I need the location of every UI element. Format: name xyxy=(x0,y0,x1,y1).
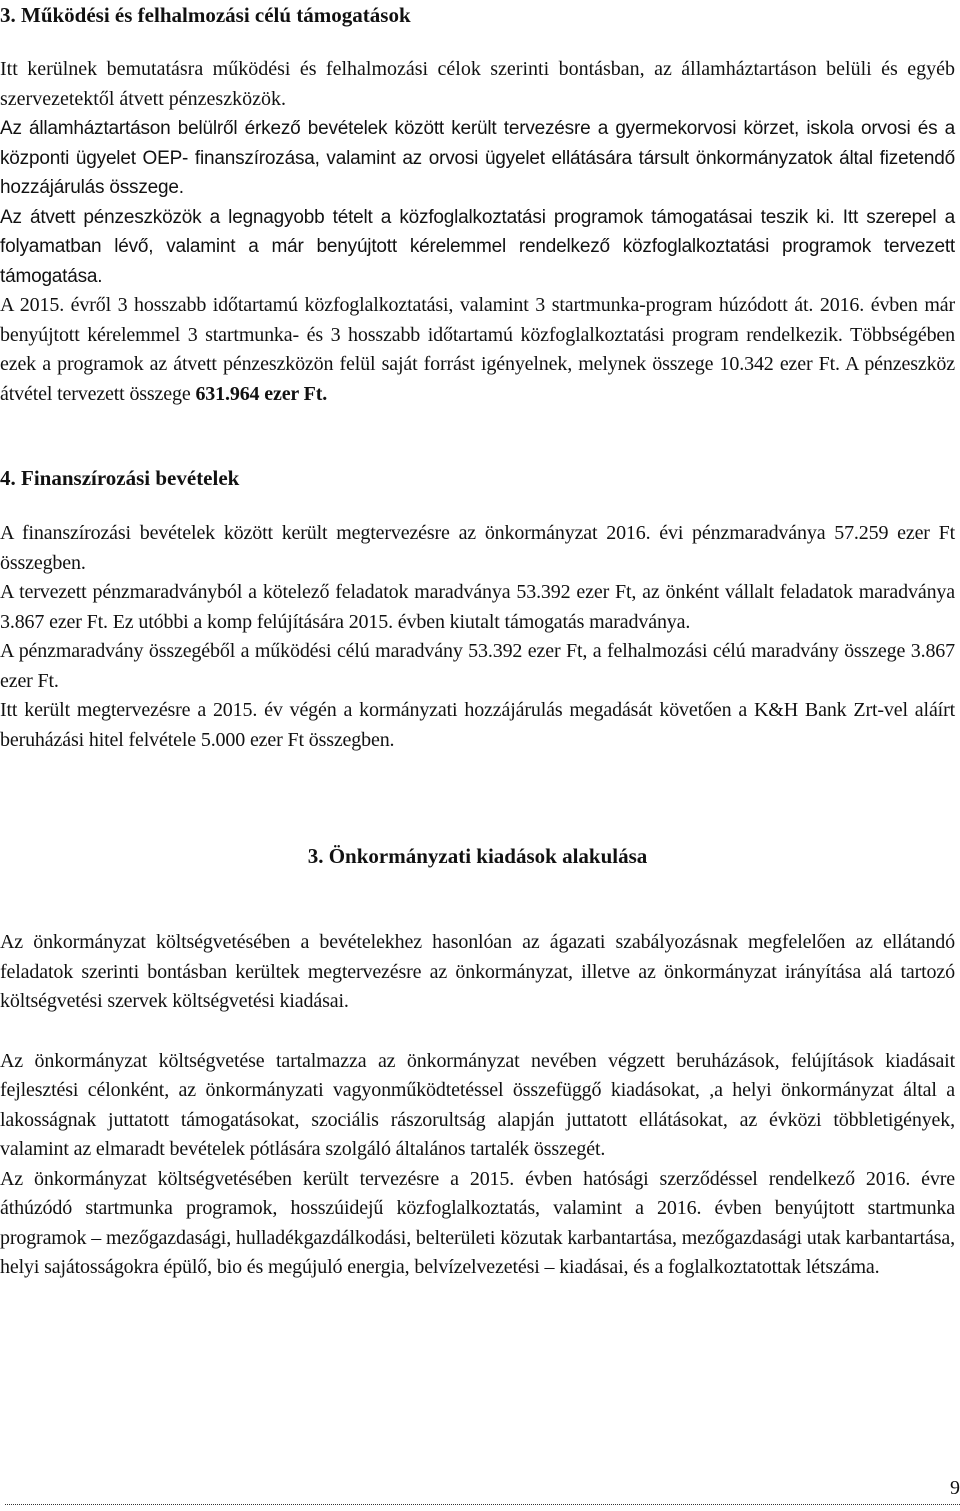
paragraph-state-revenues: Az államháztartáson belülről érkező bevételek között került tervezésre a gyermekorvosi körzet, iskola orvosi és a központi ügyelet OEP- finanszírozása, valamint az orvosi ügyelet ellátására társult önkormányzatok által fizetendő hozzájárulás összege. xyxy=(0,118,955,198)
heading-section-4: 4. Finanszírozási bevételek xyxy=(0,466,240,490)
programs-total: 631.964 ezer Ft. xyxy=(195,382,328,405)
page-number: 9 xyxy=(5,1476,960,1505)
paragraph-residual: A tervezett pénzmaradványból a kötelező feladatok maradványa 53.392 ezer Ft, az önként vállalt feladatok maradványa 3.867 ezer Ft. Ez utóbbi a komp felújítására 2015. évben kiutalt támogatás maradványa. xyxy=(0,581,955,633)
section-3a xyxy=(0,0,955,30)
paragraph-intro: Itt kerülnek bemutatásra működési és felhalmozási célok szerinti bontásban, az államháztartáson belüli és egyéb szervezetektől átvett pénzeszközök. xyxy=(0,58,955,110)
section-3b-body xyxy=(0,928,955,1283)
paragraph-programs xyxy=(0,291,955,409)
paragraph-loan: Itt került megtervezésre a 2015. év végén a kormányzati hozzájárulás megadását követően a K&H Bank Zrt-vel aláírt beruházási hitel felvétele 5.000 ezer Ft összegben. xyxy=(0,699,955,751)
paragraph-transferred-funds: Az átvett pénzeszközök a legnagyobb tételt a közfoglalkoztatási programok támogatásai teszik ki. Itt szerepel a folyamatban lévő, valamint a már benyújtott kérelemmel rendelkező közfoglalkoztatási programok tervezett támogatása. xyxy=(0,206,955,287)
paragraph-expenditures: Az önkormányzat költségvetésében a bevételekhez hasonlóan az ágazati szabályozásnak megfelelően az ellátandó feladatok szerinti bontásban kerültek megtervezésre az önkormányzat, illetve az önkormányzat irányítása alá tartozó költségvetési szervek költségvetési kiadásai. xyxy=(0,931,955,1012)
section-3a-body xyxy=(0,55,955,409)
heading-section-3b: 3. Önkormányzati kiadások alakulása xyxy=(307,844,648,868)
section-4 xyxy=(0,463,955,493)
section-4-body xyxy=(0,519,955,755)
paragraph-budget-contents: Az önkormányzat költségvetése tartalmazza az önkormányzat nevében végzett beruházások, felújítások kiadásait fejlesztési célonként, az önkormányzati vagyonműködtetéssel összefüggő kiadásokat, ,a helyi önkormányzat által a lakosságnak juttatott támogatásokat, szociális rászorultság alapján juttatott ellátásokat, az évközi többletigények, valamint az elmaradt bevételek pótlására szolgáló általános tartalék összegét. xyxy=(0,1049,955,1160)
section-3b xyxy=(0,841,955,871)
paragraph-residual-split: A pénzmaradvány összegéből a működési célú maradvány 53.392 ezer Ft, a felhalmozási célú maradvány összege 3.867 ezer Ft. xyxy=(0,640,955,692)
paragraph-startwork: Az önkormányzat költségvetésében került tervezésre a 2015. évben hatósági szerződéssel rendelkező 2016. évre áthúzódó startmunka programok, hosszúidejű közfoglalkoztatás, valamint a 2016. évben benyújtott startmunka programok – mezőgazdasági, hulladékgazdálkodási, belterületi közutak karbantartása, mezőgazdasági utak karbantartása, helyi sajátosságokra épülő, bio és megújuló energia, belvízelvezetési – kiadásai, és a foglalkoztatottak létszáma. xyxy=(0,1167,955,1278)
programs-text: A 2015. évről 3 hosszabb időtartamú közfoglalkoztatási, valamint 3 startmunka-program húzódott át. 2016. évben már benyújtott kérelemmel 3 startmunka- és 3 hosszabb időtartamú közfoglalkoztatási program rendelkezik. Többségében ezek a programok az átvett pénzeszközön felül saját forrást igényelnek, melynek összege 10.342 ezer Ft. A pénzeszköz átvétel tervezett összege xyxy=(0,294,955,405)
heading-section-3a: 3. Működési és felhalmozási célú támogatások xyxy=(0,3,411,27)
paragraph-financing: A finanszírozási bevételek között került megtervezésre az önkormányzat 2016. évi pénzmaradványa 57.259 ezer Ft összegben. xyxy=(0,522,955,574)
